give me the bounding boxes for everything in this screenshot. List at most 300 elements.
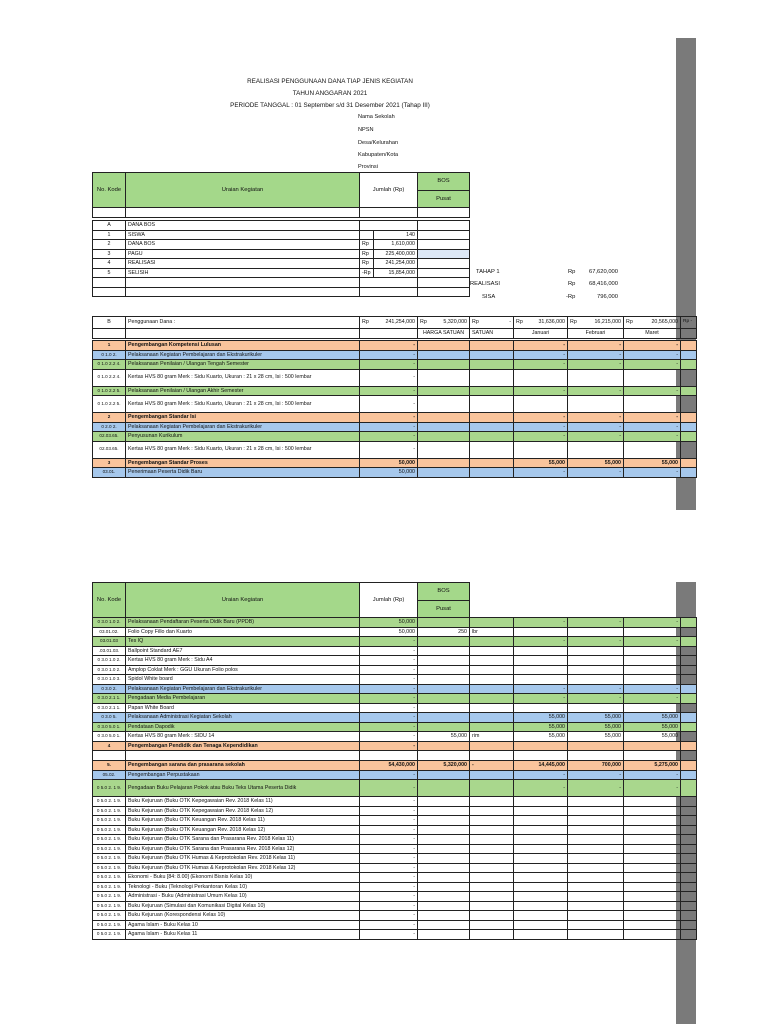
row-jumlah: - (360, 713, 418, 723)
row-satuan (470, 675, 514, 685)
row-satuan (470, 350, 514, 360)
row-code: 05.02. (93, 770, 126, 780)
row-satuan (470, 341, 514, 351)
row-februari (568, 741, 624, 751)
sub-maret: Maret (624, 329, 681, 339)
row-januari (514, 911, 568, 921)
row-februari (568, 751, 624, 761)
row-januari (514, 627, 568, 637)
row-maret: 55,000 (624, 458, 681, 468)
row-maret: - (624, 386, 681, 396)
row-januari: - (514, 341, 568, 351)
table-row (93, 732, 697, 742)
table-row (93, 684, 697, 694)
header-table-2 (92, 582, 470, 618)
row-februari (568, 665, 624, 675)
table-row (93, 627, 697, 637)
row-harga-satuan: 250 (418, 627, 470, 637)
row-januari: - (514, 684, 568, 694)
row-label: Pelaksanaan Penilaian / Ulangan Tengah Semester (126, 360, 360, 370)
row-harga-satuan (418, 892, 470, 902)
realisasi-label: REALISASI (470, 281, 500, 287)
table-row (93, 911, 697, 921)
row-satuan (470, 618, 514, 628)
table-row (93, 873, 697, 883)
row-label: Kertas HVS 80 gram Merk : Sidu Kuarto, Ukuran : 21 x 28 cm, Isi : 500 lembar (126, 369, 360, 386)
row-januari (514, 816, 568, 826)
row-maret: - (624, 770, 681, 780)
row-maret (624, 751, 681, 761)
row-code: 0 5.0 2. 1 9. (93, 806, 126, 816)
row-maret (624, 797, 681, 807)
row-code: 0 5.0 2. 1 9. (93, 863, 126, 873)
row-januari: 14,445,000 (514, 761, 568, 771)
row-code: 03.01. (93, 468, 126, 478)
row-label: Teknologi - Buku (Teknologi Perkantoran Kelas 10) (126, 882, 360, 892)
row-harga-satuan (418, 646, 470, 656)
row-maret: - (624, 468, 681, 478)
row-januari (514, 835, 568, 845)
row-maret (624, 656, 681, 666)
row-februari: - (568, 618, 624, 628)
row-februari (568, 806, 624, 816)
col-uraian-2: Uraian Kegiatan (126, 583, 360, 618)
table-row (93, 722, 697, 732)
row-jumlah: - (360, 741, 418, 751)
row-jumlah: - (360, 882, 418, 892)
row-satuan (470, 835, 514, 845)
row-januari: 55,000 (514, 458, 568, 468)
row-satuan (470, 360, 514, 370)
row-februari (568, 825, 624, 835)
summary-row: 1 SISWA 140 (93, 230, 470, 240)
row-jumlah: - (360, 656, 418, 666)
row-harga-satuan (418, 854, 470, 864)
row-jumlah: - (360, 797, 418, 807)
row-label: Buku Kejuruan (Buku OTK Sarana dan Prasarana Rev. 2018 Kelas 12) (126, 844, 360, 854)
table-row (93, 751, 697, 761)
row-maret: 5,275,000 (624, 761, 681, 771)
row-label: Buku Kejuruan (Buku OTK Humas & Keprotokolan Rev. 2018 Kelas 11) (126, 854, 360, 864)
sisa-value: 796,000 (597, 294, 618, 300)
table-row (93, 360, 697, 370)
row-label: Pelaksanaan Kegiatan Pembelajaran dan Ekstrakurikuler (126, 350, 360, 360)
row-code: 1 (93, 341, 126, 351)
row-harga-satuan (418, 920, 470, 930)
row-januari (514, 863, 568, 873)
row-code (93, 751, 126, 761)
row-jumlah: - (360, 825, 418, 835)
row-harga-satuan (418, 386, 470, 396)
row-satuan (470, 422, 514, 432)
row-jumlah: - (360, 646, 418, 656)
summary-row: 4 REALISASI Rp 241,254,000 (93, 259, 470, 269)
table-row (93, 656, 697, 666)
table-row (93, 675, 697, 685)
row-code: 0 3.0 5. (93, 713, 126, 723)
row-jumlah: - (360, 386, 418, 396)
row-maret (624, 646, 681, 656)
table-row (93, 901, 697, 911)
row-satuan (470, 892, 514, 902)
realisasi-value: 68,416,000 (588, 281, 618, 287)
row-code: .03.01.03. (93, 646, 126, 656)
row-code: 0 1.0 2. (93, 350, 126, 360)
row-harga-satuan (418, 882, 470, 892)
row-maret (624, 844, 681, 854)
col-no-kode: No. Kode (93, 173, 126, 208)
row-harga-satuan (418, 341, 470, 351)
row-code: 0 3.0 5.0 1. (93, 732, 126, 742)
row-februari: - (568, 468, 624, 478)
row-satuan: - (470, 761, 514, 771)
row-code: 0 3.0 1.0 2. (93, 656, 126, 666)
row-label: Penyusunan Kurikulum (126, 432, 360, 442)
row-label: Spidol White board (126, 675, 360, 685)
row-maret (624, 806, 681, 816)
row-label: Buku Kejuruan (Buku OTK Keuangan Rev. 2018 Kelas 12) (126, 825, 360, 835)
col-bos-2: BOS (418, 583, 470, 601)
row-code: 03.01.02. (93, 627, 126, 637)
row-label: Buku Kejuruan (Buku OTK Kepegawaian Rev. 2018 Kelas 12) (126, 806, 360, 816)
row-label: Penerimaan Peserta Didik Baru (126, 468, 360, 478)
row-maret: - (624, 341, 681, 351)
row-januari (514, 825, 568, 835)
row-jumlah: - (360, 665, 418, 675)
row-label: Agama Islam - Buku Kelas 10 (126, 920, 360, 930)
row-maret (624, 741, 681, 751)
row-jumlah: 50,000 (360, 627, 418, 637)
row-jumlah: - (360, 703, 418, 713)
report-period: PERIODE TANGGAL : 01 September s/d 31 Desember 2021 (Tahap III) (230, 102, 430, 109)
row-label: Agama Islam - Buku Kelas 11 (126, 930, 360, 940)
row-januari (514, 703, 568, 713)
row-maret (624, 835, 681, 845)
table-row (93, 844, 697, 854)
report-title: REALISASI PENGGUNAAN DANA TIAP JENIS KEGIATAN (247, 78, 413, 85)
meta-npsn: NPSN (358, 127, 374, 133)
row-maret (624, 703, 681, 713)
row-januari (514, 844, 568, 854)
row-label: Pengembangan Perpustakaan (126, 770, 360, 780)
row-jumlah: - (360, 369, 418, 386)
row-harga-satuan (418, 722, 470, 732)
table-row (93, 458, 697, 468)
row-satuan (470, 780, 514, 797)
row-maret: - (624, 360, 681, 370)
table-row (93, 396, 697, 413)
row-februari (568, 627, 624, 637)
row-maret (624, 396, 681, 413)
row-januari: - (514, 422, 568, 432)
row-label: Folio Copy Fillo dan Kuarto (126, 627, 360, 637)
table-row (93, 618, 697, 628)
table-row (93, 825, 697, 835)
row-harga-satuan (418, 432, 470, 442)
row-jumlah: 54,430,000 (360, 761, 418, 771)
row-satuan (470, 770, 514, 780)
row-satuan (470, 825, 514, 835)
row-code: 5. (93, 761, 126, 771)
row-maret: 55,000 (624, 722, 681, 732)
row-code: 2 (93, 413, 126, 423)
row-jumlah: - (360, 844, 418, 854)
row-code: 0 5.0 2. 1 9. (93, 901, 126, 911)
row-februari (568, 646, 624, 656)
col-no-kode-2: No. Kode (93, 583, 126, 618)
row-label: Amplop Coklat Merk : GGU Ukuran Folio polos (126, 665, 360, 675)
row-maret (624, 930, 681, 940)
row-januari: - (514, 360, 568, 370)
row-februari: - (568, 360, 624, 370)
row-satuan (470, 911, 514, 921)
row-jumlah: 50,000 (360, 458, 418, 468)
row-harga-satuan (418, 930, 470, 940)
row-januari: - (514, 386, 568, 396)
row-januari (514, 741, 568, 751)
table-row (93, 413, 697, 423)
row-satuan (470, 646, 514, 656)
row-maret (624, 901, 681, 911)
penggunaan-row: B Penggunaan Dana : Rp 241,254,000 Rp 5,320,000 Rp - Rp 31,636,000 Rp 16,215,000 Rp 20,565,000 Rp - HARGA SATUAN SATUAN Januari Februari Maret (92, 316, 697, 339)
row-maret (624, 369, 681, 386)
row-januari: - (514, 432, 568, 442)
row-januari: 55,000 (514, 713, 568, 723)
table-row (93, 422, 697, 432)
row-code: 0 2.0 2. (93, 422, 126, 432)
row-code: 0 5.0 2. 1 9. (93, 816, 126, 826)
row-jumlah: - (360, 637, 418, 647)
row-label: Buku Kejuruan (Buku OTK Humas & Keprotokolan Rev. 2018 Kelas 12) (126, 863, 360, 873)
row-jumlah: - (360, 413, 418, 423)
row-code: 0 5.0 2. 1 9. (93, 825, 126, 835)
row-jumlah: - (360, 930, 418, 940)
row-maret: - (624, 684, 681, 694)
sub-harga-satuan: HARGA SATUAN (418, 329, 470, 339)
row-code: 0 5.0 2. 1 9. (93, 835, 126, 845)
row-jumlah: - (360, 854, 418, 864)
row-harga-satuan (418, 835, 470, 845)
row-satuan (470, 844, 514, 854)
row-maret (624, 863, 681, 873)
row-jumlah: - (360, 422, 418, 432)
row-februari: - (568, 770, 624, 780)
row-harga-satuan (418, 637, 470, 647)
row-label: Pengadaan Buku Pelajaran Pokok atau Buku Teks Utama Peserta Didik (126, 780, 360, 797)
row-januari (514, 665, 568, 675)
report-year: TAHUN ANGGARAN 2021 (292, 90, 368, 97)
table-row (93, 665, 697, 675)
row-maret (624, 882, 681, 892)
row-label: Tes IQ (126, 637, 360, 647)
row-januari (514, 806, 568, 816)
row-februari (568, 816, 624, 826)
table-row (93, 741, 697, 751)
row-satuan (470, 468, 514, 478)
row-februari: - (568, 413, 624, 423)
row-jumlah: - (360, 694, 418, 704)
row-satuan (470, 694, 514, 704)
meta-kabupaten: Kabupaten/Kota (358, 152, 399, 158)
sub-satuan: SATUAN (470, 329, 514, 339)
row-jumlah: - (360, 396, 418, 413)
row-januari (514, 854, 568, 864)
row-label: Kertas HVS 80 gram Merk : SIDU 14 (126, 732, 360, 742)
row-februari (568, 930, 624, 940)
row-harga-satuan (418, 441, 470, 458)
row-code: 0 5.0 2. 1 9. (93, 882, 126, 892)
row-satuan (470, 413, 514, 423)
table-row (93, 386, 697, 396)
table-row (93, 806, 697, 816)
row-februari: - (568, 386, 624, 396)
row-harga-satuan (418, 618, 470, 628)
row-satuan (470, 751, 514, 761)
row-jumlah: - (360, 341, 418, 351)
row-satuan (470, 684, 514, 694)
col-bos: BOS (418, 173, 470, 191)
sub-februari: Februari (568, 329, 624, 339)
row-januari (514, 646, 568, 656)
row-januari: - (514, 618, 568, 628)
row-jumlah: - (360, 863, 418, 873)
row-code: 0 5.0 2. 1 9. (93, 873, 126, 883)
row-code: 03.01.03 (93, 637, 126, 647)
table-row (93, 341, 697, 351)
row-label: Buku Kejuruan (Simulasi dan Komunikasi Digital Kelas 10) (126, 901, 360, 911)
row-label: Pelaksanaan Pendaftaran Peserta Didik Baru (PPDB) (126, 618, 360, 628)
row-harga-satuan (418, 816, 470, 826)
row-maret (624, 627, 681, 637)
row-jumlah: - (360, 873, 418, 883)
row-februari (568, 797, 624, 807)
row-satuan (470, 741, 514, 751)
row-satuan (470, 854, 514, 864)
row-februari: - (568, 422, 624, 432)
row-jumlah: - (360, 920, 418, 930)
row-januari (514, 920, 568, 930)
row-maret: - (624, 694, 681, 704)
row-harga-satuan (418, 665, 470, 675)
row-harga-satuan (418, 844, 470, 854)
row-maret: - (624, 413, 681, 423)
row-code: 4 (93, 741, 126, 751)
row-satuan (470, 806, 514, 816)
row-februari (568, 863, 624, 873)
row-code: 02.03.65. (93, 441, 126, 458)
row-jumlah: 50,000 (360, 618, 418, 628)
row-label: Administrasi - Buku (Administrasi Umum Kelas 10) (126, 892, 360, 902)
row-satuan (470, 386, 514, 396)
table-row (93, 930, 697, 940)
row-jumlah: - (360, 684, 418, 694)
row-code: 0 3.0 1.0 3. (93, 675, 126, 685)
table-row (93, 863, 697, 873)
row-maret (624, 920, 681, 930)
row-satuan (470, 863, 514, 873)
row-jumlah (360, 751, 418, 761)
row-code: 0 1.0 2.2 4. (93, 360, 126, 370)
row-harga-satuan: 55,000 (418, 732, 470, 742)
header-table-1 (92, 172, 470, 218)
row-code: 0 5.0 2. 1 9. (93, 930, 126, 940)
row-februari: - (568, 350, 624, 360)
row-code: 02.03.65. (93, 432, 126, 442)
row-harga-satuan (418, 675, 470, 685)
row-harga-satuan (418, 770, 470, 780)
meta-desa: Desa/Kelurahan (358, 140, 399, 146)
row-jumlah: - (360, 350, 418, 360)
table-row (93, 816, 697, 826)
row-januari: - (514, 413, 568, 423)
table-row (93, 432, 697, 442)
row-harga-satuan (418, 873, 470, 883)
table-row (93, 770, 697, 780)
col-jumlah-2: Jumlah (Rp) (360, 583, 418, 618)
row-jumlah: - (360, 806, 418, 816)
row-februari: - (568, 432, 624, 442)
row-jumlah: - (360, 770, 418, 780)
row-januari (514, 656, 568, 666)
row-januari: - (514, 468, 568, 478)
row-harga-satuan (418, 713, 470, 723)
row-jumlah: 50,000 (360, 468, 418, 478)
table-row (93, 854, 697, 864)
row-februari (568, 873, 624, 883)
summary-row-a (93, 221, 470, 231)
row-maret: - (624, 432, 681, 442)
detail-table-1 (92, 340, 697, 478)
sub-januari: Januari (514, 329, 568, 339)
row-jumlah: - (360, 892, 418, 902)
row-maret: - (624, 637, 681, 647)
row-februari (568, 882, 624, 892)
row-satuan (470, 901, 514, 911)
summary-row: 3 PAGU Rp 225,400,000 (93, 249, 470, 259)
detail-table-2 (92, 617, 697, 940)
row-januari: 55,000 (514, 732, 568, 742)
row-februari (568, 835, 624, 845)
row-label: Pengembangan Standar Isi (126, 413, 360, 423)
row-jumlah: - (360, 732, 418, 742)
row-jumlah: - (360, 432, 418, 442)
row-februari: 55,000 (568, 732, 624, 742)
row-januari (514, 930, 568, 940)
row-code: 0 5.0 2. 1 9. (93, 797, 126, 807)
table-row (93, 369, 697, 386)
row-satuan (470, 882, 514, 892)
row-satuan (470, 656, 514, 666)
row-harga-satuan (418, 468, 470, 478)
row-januari (514, 901, 568, 911)
table-row (93, 835, 697, 845)
row-januari: 55,000 (514, 722, 568, 732)
row-satuan (470, 458, 514, 468)
row-februari (568, 441, 624, 458)
row-satuan: lbr (470, 627, 514, 637)
row-februari (568, 369, 624, 386)
table-row (93, 694, 697, 704)
table-row (93, 350, 697, 360)
table-row (93, 892, 697, 902)
row-februari (568, 901, 624, 911)
row-label: Kertas HVS 80 gram Merk : Sidu Kuarto, Ukuran : 21 x 28 cm, Isi : 500 lembar (126, 396, 360, 413)
row-februari (568, 920, 624, 930)
row-code: 0 3.0 2.1 1. (93, 694, 126, 704)
row-harga-satuan (418, 360, 470, 370)
meta-provinsi: Provinsi (358, 164, 378, 170)
row-satuan (470, 369, 514, 386)
